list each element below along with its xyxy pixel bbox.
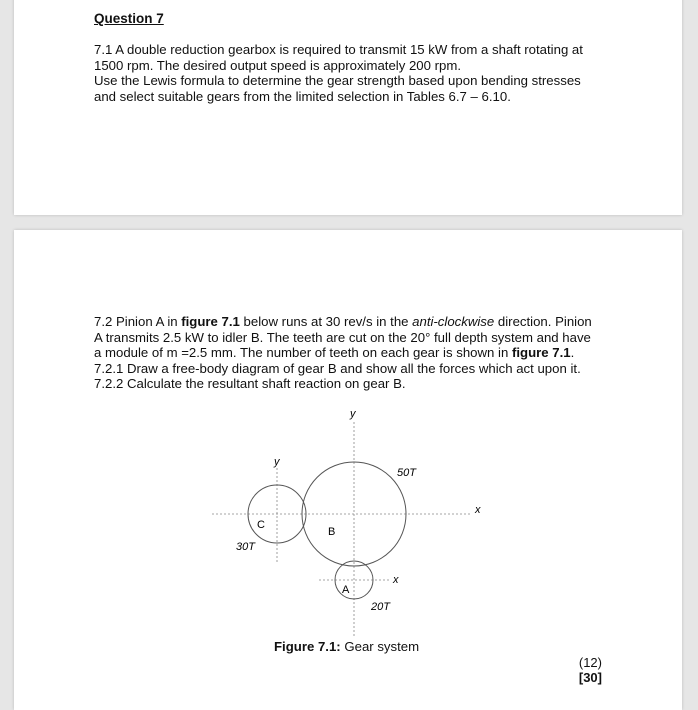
text-line: Use the Lewis formula to determine the gear strength based upon bending stresses bbox=[94, 73, 581, 89]
x-axis-a-label: x bbox=[393, 574, 399, 586]
document-page-1 bbox=[14, 0, 682, 215]
total-marks-label: [30] bbox=[578, 670, 602, 685]
gear-a-label: A bbox=[342, 584, 350, 596]
document-page-2 bbox=[14, 230, 682, 710]
gear-a-teeth-label: 20T bbox=[371, 601, 390, 613]
text-line: 7.2 Pinion A in figure 7.1 below runs at 30 rev/s in the anti-clockwise direction. Pinion bbox=[94, 314, 592, 329]
y-axis-main-label: y bbox=[350, 408, 356, 420]
gear-c-label: C bbox=[257, 519, 265, 531]
text-line: 7.2.1 Draw a free-body diagram of gear B and show all the forces which act upon it. bbox=[94, 360, 581, 376]
question-7-1-text bbox=[94, 42, 634, 104]
figure-caption: Figure 7.1: Gear system bbox=[274, 639, 420, 654]
gear-b-teeth-label: 50T bbox=[397, 467, 416, 479]
text-line: A transmits 2.5 kW to idler B. The teeth are cut on the 20° full depth system and have bbox=[94, 329, 591, 345]
y-axis-c-label: y bbox=[274, 456, 280, 468]
gear-c-teeth-label: 30T bbox=[236, 541, 255, 553]
text-line: and select suitable gears from the limited selection in Tables 6.7 – 6.10. bbox=[94, 88, 511, 104]
text-line: a module of m =2.5 mm. The number of teeth on each gear is shown in figure 7.1. bbox=[94, 345, 575, 361]
gear-system-figure bbox=[14, 230, 682, 710]
text-line: 7.2.2 Calculate the resultant shaft reaction on gear B. bbox=[94, 376, 406, 392]
gear-b-label: B bbox=[328, 526, 336, 538]
text-line: 1500 rpm. The desired output speed is approximately 200 rpm. bbox=[94, 57, 462, 73]
text-line: 7.1 A double reduction gearbox is required to transmit 15 kW from a shaft rotating at bbox=[94, 42, 583, 57]
marks-label: (12) bbox=[578, 655, 602, 670]
question-heading: Question 7 bbox=[94, 11, 164, 26]
x-axis-main-label: x bbox=[475, 504, 481, 516]
